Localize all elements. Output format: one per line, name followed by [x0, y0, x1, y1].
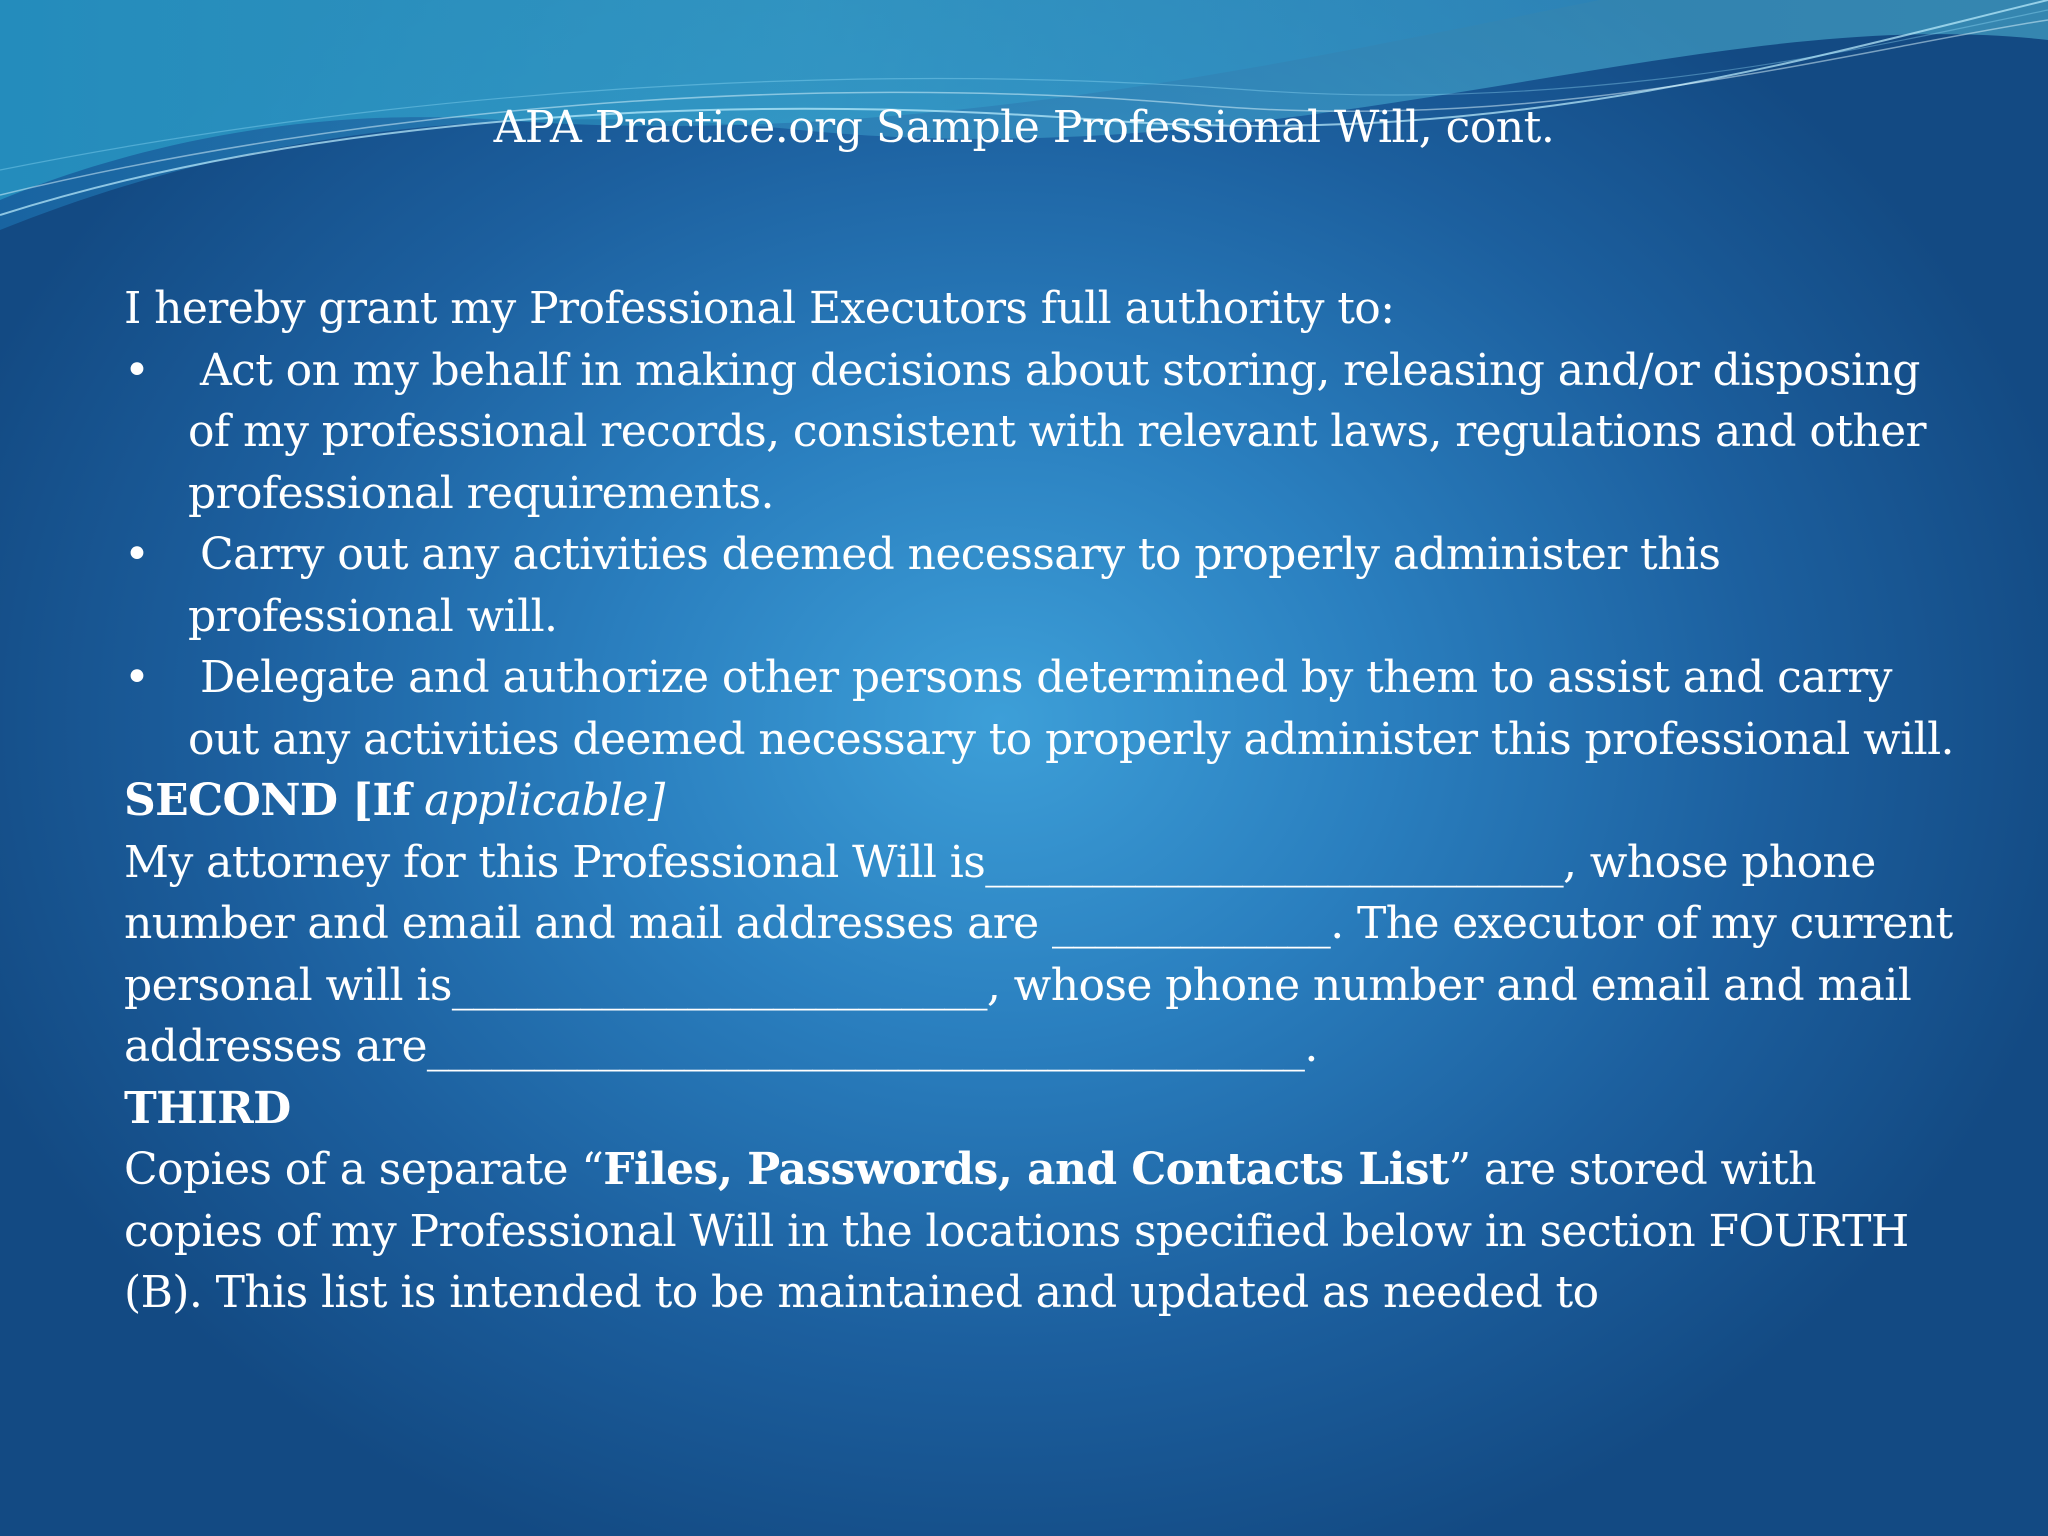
executor-prefix: . The executor of my current personal will is: [124, 898, 1953, 1011]
list-item: [124, 340, 1954, 525]
attorney-contact-blank: _____________: [1051, 898, 1331, 949]
section-second-heading-italic: applicable]: [424, 775, 665, 826]
list-item-text: Delegate and authorize other persons determined by them to assist and carry out any activities deemed necessary to properly administer this professional will.: [188, 652, 1954, 765]
section-third-heading: THIRD: [124, 1082, 291, 1134]
slide-body: [124, 278, 1954, 1324]
third-text-bold: Files, Passwords, and Contacts List: [603, 1144, 1449, 1195]
section-second-end: .: [1304, 1021, 1318, 1072]
bullet-icon: •: [124, 529, 150, 580]
executor-contact-blank: _________________________________________: [426, 1021, 1305, 1072]
list-item-text: Carry out any activities deemed necessary to properly administer this professional will.: [188, 529, 1721, 642]
executor-name-blank: _________________________: [451, 959, 987, 1011]
attorney-suffix: , whose phone number and email and mail addresses are: [124, 836, 1876, 949]
intro-text: I hereby grant my Professional Executors full authority to:: [124, 283, 1395, 334]
section-second-heading: [124, 770, 1954, 832]
list-item-text: Act on my behalf in making decisions about storing, releasing and/or disposing of my professional records, consistent with relevant laws, regulations and other professional requirements.: [188, 344, 1926, 519]
bullet-icon: •: [124, 344, 150, 396]
list-item: [124, 524, 1954, 647]
third-text-prefix: Copies of a separate “: [124, 1144, 604, 1195]
section-second-text: [124, 832, 1954, 1078]
bullet-icon: •: [124, 652, 150, 703]
executor-suffix: , whose phone number and email and mail addresses are: [124, 959, 1912, 1072]
list-item: [124, 647, 1954, 770]
section-third-text: [124, 1139, 1954, 1324]
authority-list: [124, 340, 1954, 771]
attorney-prefix: My attorney for this Professional Will is: [124, 836, 986, 888]
section-second-heading-bold: SECOND [If: [124, 775, 411, 826]
slide-title: APA Practice.org Sample Professional Will, cont.: [493, 102, 1555, 153]
third-text-suffix: ” are stored with copies of my Professional Will in the locations specified below in section FOURTH (B). This list is intended to be maintained and updated as needed to: [124, 1144, 1909, 1318]
attorney-name-blank: ___________________________: [985, 836, 1564, 888]
